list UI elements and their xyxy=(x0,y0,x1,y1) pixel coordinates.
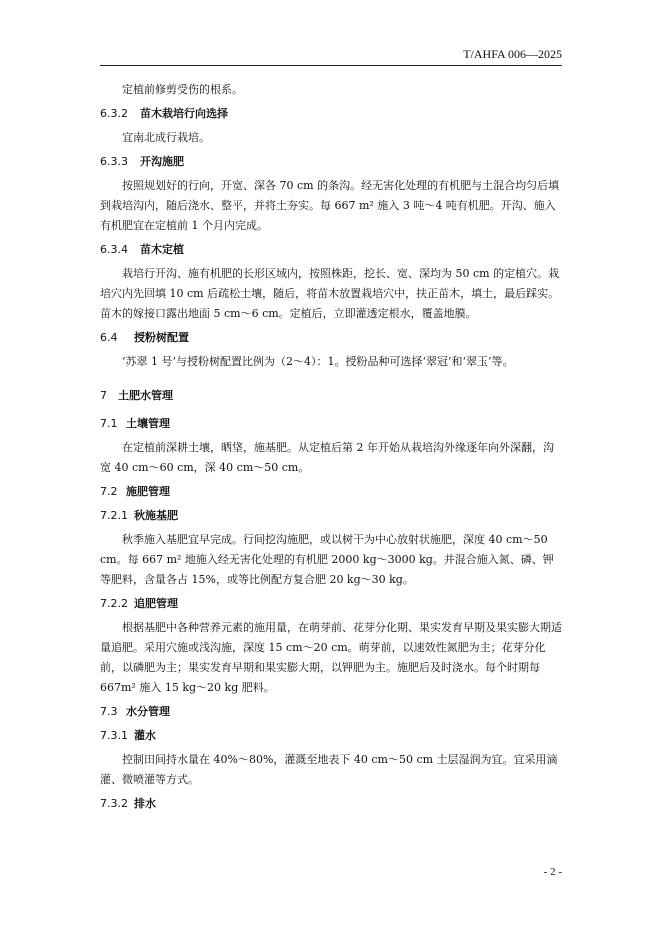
section-number: 7 xyxy=(100,389,107,402)
page-header xyxy=(100,47,562,66)
chapter-heading xyxy=(100,386,562,406)
section-title: 灌水 xyxy=(134,729,156,742)
section-title: 施肥管理 xyxy=(126,485,170,498)
section-heading xyxy=(100,240,562,260)
section-heading xyxy=(100,414,562,434)
section-heading xyxy=(100,104,562,124)
section-title: 追肥管理 xyxy=(134,597,178,610)
section-heading xyxy=(100,794,562,814)
section-heading xyxy=(100,152,562,172)
section-title: 苗木定植 xyxy=(140,243,184,256)
section-heading xyxy=(100,702,562,722)
paragraph: 根据基肥中各种营养元素的施用量，在萌芽前、花芽分化期、果实发育早期及果实膨大期适量追肥。采用穴施或浅沟施，深度 15 cm～20 cm。萌芽前，以速效性氮肥为主；花芽分化前，以磷肥为主；果实发育早期和果实膨大期，以钾肥为主。施肥后及时浇水。每个时期每 667m² 施入 15 kg～20 kg 肥料。 xyxy=(100,621,562,694)
section-title: 土肥水管理 xyxy=(118,389,173,402)
section-title: 排水 xyxy=(134,797,156,810)
section-title: 苗木栽培行向选择 xyxy=(140,107,228,120)
section-number: 6.3.2 xyxy=(100,107,128,120)
section-heading xyxy=(100,482,562,502)
page-body xyxy=(100,80,562,818)
section-number: 6.3.4 xyxy=(100,243,128,256)
section-number: 7.3 xyxy=(100,705,118,718)
document-code: T/AHFA 006—2025 xyxy=(463,47,562,61)
section-number: 7.3.1 xyxy=(100,729,128,742)
section-number: 7.1 xyxy=(100,417,118,430)
section-number: 6.3.3 xyxy=(100,155,128,168)
section-number: 7.2.2 xyxy=(100,597,128,610)
paragraph: 秋季施入基肥宜早完成。行间挖沟施肥，或以树干为中心放射状施肥，深度 40 cm～50 cm。每 667 m² 地施入经无害化处理的有机肥 2000 kg～3000 kg。并混合施入氮、磷、钾等肥料，含量各占 15%，或等比例配方复合肥 20 kg～30 kg。 xyxy=(100,533,554,586)
section-title: 土壤管理 xyxy=(126,417,170,430)
paragraph: 控制田间持水量在 40%～80%，灌溉至地表下 40 cm～50 cm 土层湿润为宜。宜采用滴灌、微喷灌等方式。 xyxy=(100,753,558,786)
paragraph: 在定植前深耕土壤，晒垡，施基肥。从定植后第 2 年开始从栽培沟外缘逐年向外深翻，沟宽 40 cm～60 cm，深 40 cm～50 cm。 xyxy=(100,441,554,474)
paragraph: 定植前修剪受伤的根系。 xyxy=(122,83,243,96)
section-title: 授粉树配置 xyxy=(134,331,189,344)
section-title: 秋施基肥 xyxy=(134,509,178,522)
section-heading xyxy=(100,726,562,746)
section-number: 7.2.1 xyxy=(100,509,128,522)
paragraph: ‘苏翠 1 号’与授粉树配置比例为（2～4）：1。授粉品种可选择‘翠冠’和‘翠玉’等。 xyxy=(122,355,514,368)
page-number: - 2 - xyxy=(543,866,562,878)
section-number: 7.2 xyxy=(100,485,118,498)
paragraph: 按照规划好的行向，开宽、深各 70 cm 的条沟。经无害化处理的有机肥与土混合均匀后填到栽培沟内，随后浇水、整平，并将土夯实。每 667 m² 施入 3 吨～4 吨有机肥。开沟、施入有机肥宜在定植前 1 个月内完成。 xyxy=(100,179,560,232)
paragraph: 栽培行开沟、施有机肥的长形区域内，按照株距，挖长、宽、深均为 50 cm 的定植穴。栽培穴内先回填 10 cm 后疏松土壤，随后，将苗木放置栽培穴中，扶正苗木，填土，最后踩实。苗木的嫁接口露出地面 5 cm～6 cm。定植后，立即灌透定根水，覆盖地膜。 xyxy=(100,267,560,320)
section-heading xyxy=(100,594,562,614)
section-heading xyxy=(100,506,562,526)
section-title: 水分管理 xyxy=(126,705,170,718)
section-number: 7.3.2 xyxy=(100,797,128,810)
paragraph: 宜南北成行栽培。 xyxy=(122,131,210,144)
section-number: 6.4 xyxy=(100,331,118,344)
section-title: 开沟施肥 xyxy=(140,155,184,168)
section-heading xyxy=(100,328,562,348)
